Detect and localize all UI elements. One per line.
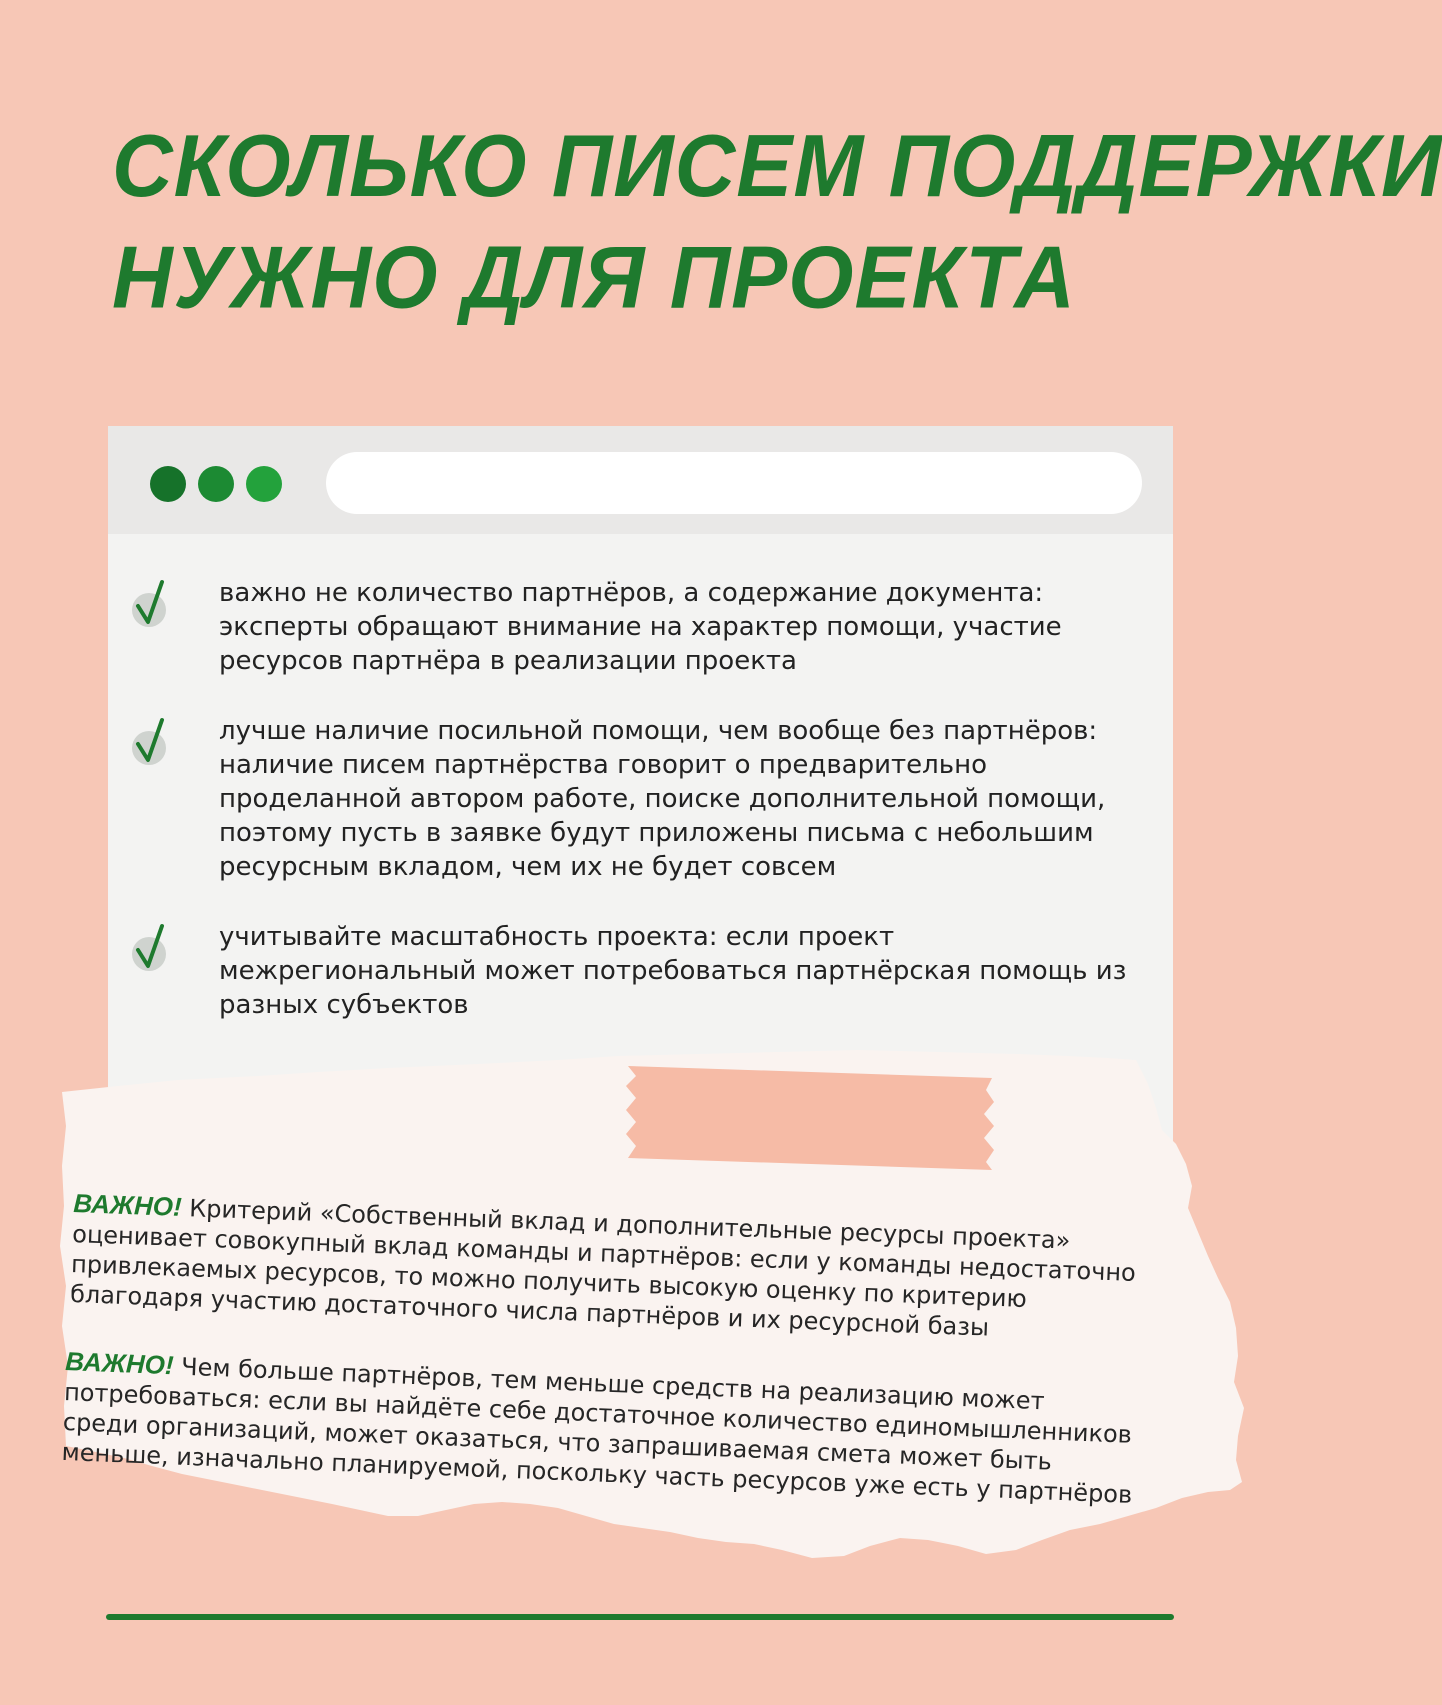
important-label: ВАЖНО! [64,1346,175,1381]
bullet-text: учитывайте масштабность проекта: если проект межрегиональный может потребоваться партнёрская помощь из разных субъектов [219,922,1127,1020]
check-icon [128,576,178,632]
bullet-text: лучше наличие посильной помощи, чем вообще без партнёров: наличие писем партнёрства говорит о предварительно проделанной автором работе, поиске дополнительной помощи, поэтому пусть в заявке будут приложены письма с небольшим ресурсным вкладом, чем их не будет совсем [219,716,1106,882]
bullet-text: важно не количество партнёров, а содержание документа: эксперты обращают внимание на характер помощи, участие ресурсов партнёра в реализации проекта [219,578,1062,676]
check-icon [128,920,178,976]
note-body: Чем больше партнёров, тем меньше средств на реализацию может потребоваться: если вы найдёте себе достаточное количество единомышленников среди организаций, может оказаться, что запрашиваемая смета может быть меньше, изначально планируемой, поскольку часть ресурсов уже есть у партнёров [61,1352,1133,1509]
check-icon [128,714,178,770]
window-dot-icon [198,466,234,502]
title-line-2: НУЖНО ДЛЯ ПРОЕКТА [112,227,1076,327]
window-dot-icon [246,466,282,502]
browser-toolbar [108,426,1173,534]
window-dot-icon [150,466,186,502]
title-line-1: СКОЛЬКО ПИСЕМ ПОДДЕРЖКИ [112,116,1442,215]
important-label: ВАЖНО! [72,1188,183,1222]
page-title [112,110,1442,333]
tape-strip [624,1064,996,1172]
note-body: Критерий «Собственный вклад и дополнительные ресурсы проекта» оценивает совокупный вклад команды и партнёров: если у команды недостаточно привлекаемых ресурсов, то можно получить высокую оценку по критерию благодаря участию достаточного числа партнёров и их ресурсной базы [69,1193,1137,1342]
address-bar [326,452,1142,514]
bottom-divider [106,1614,1174,1620]
